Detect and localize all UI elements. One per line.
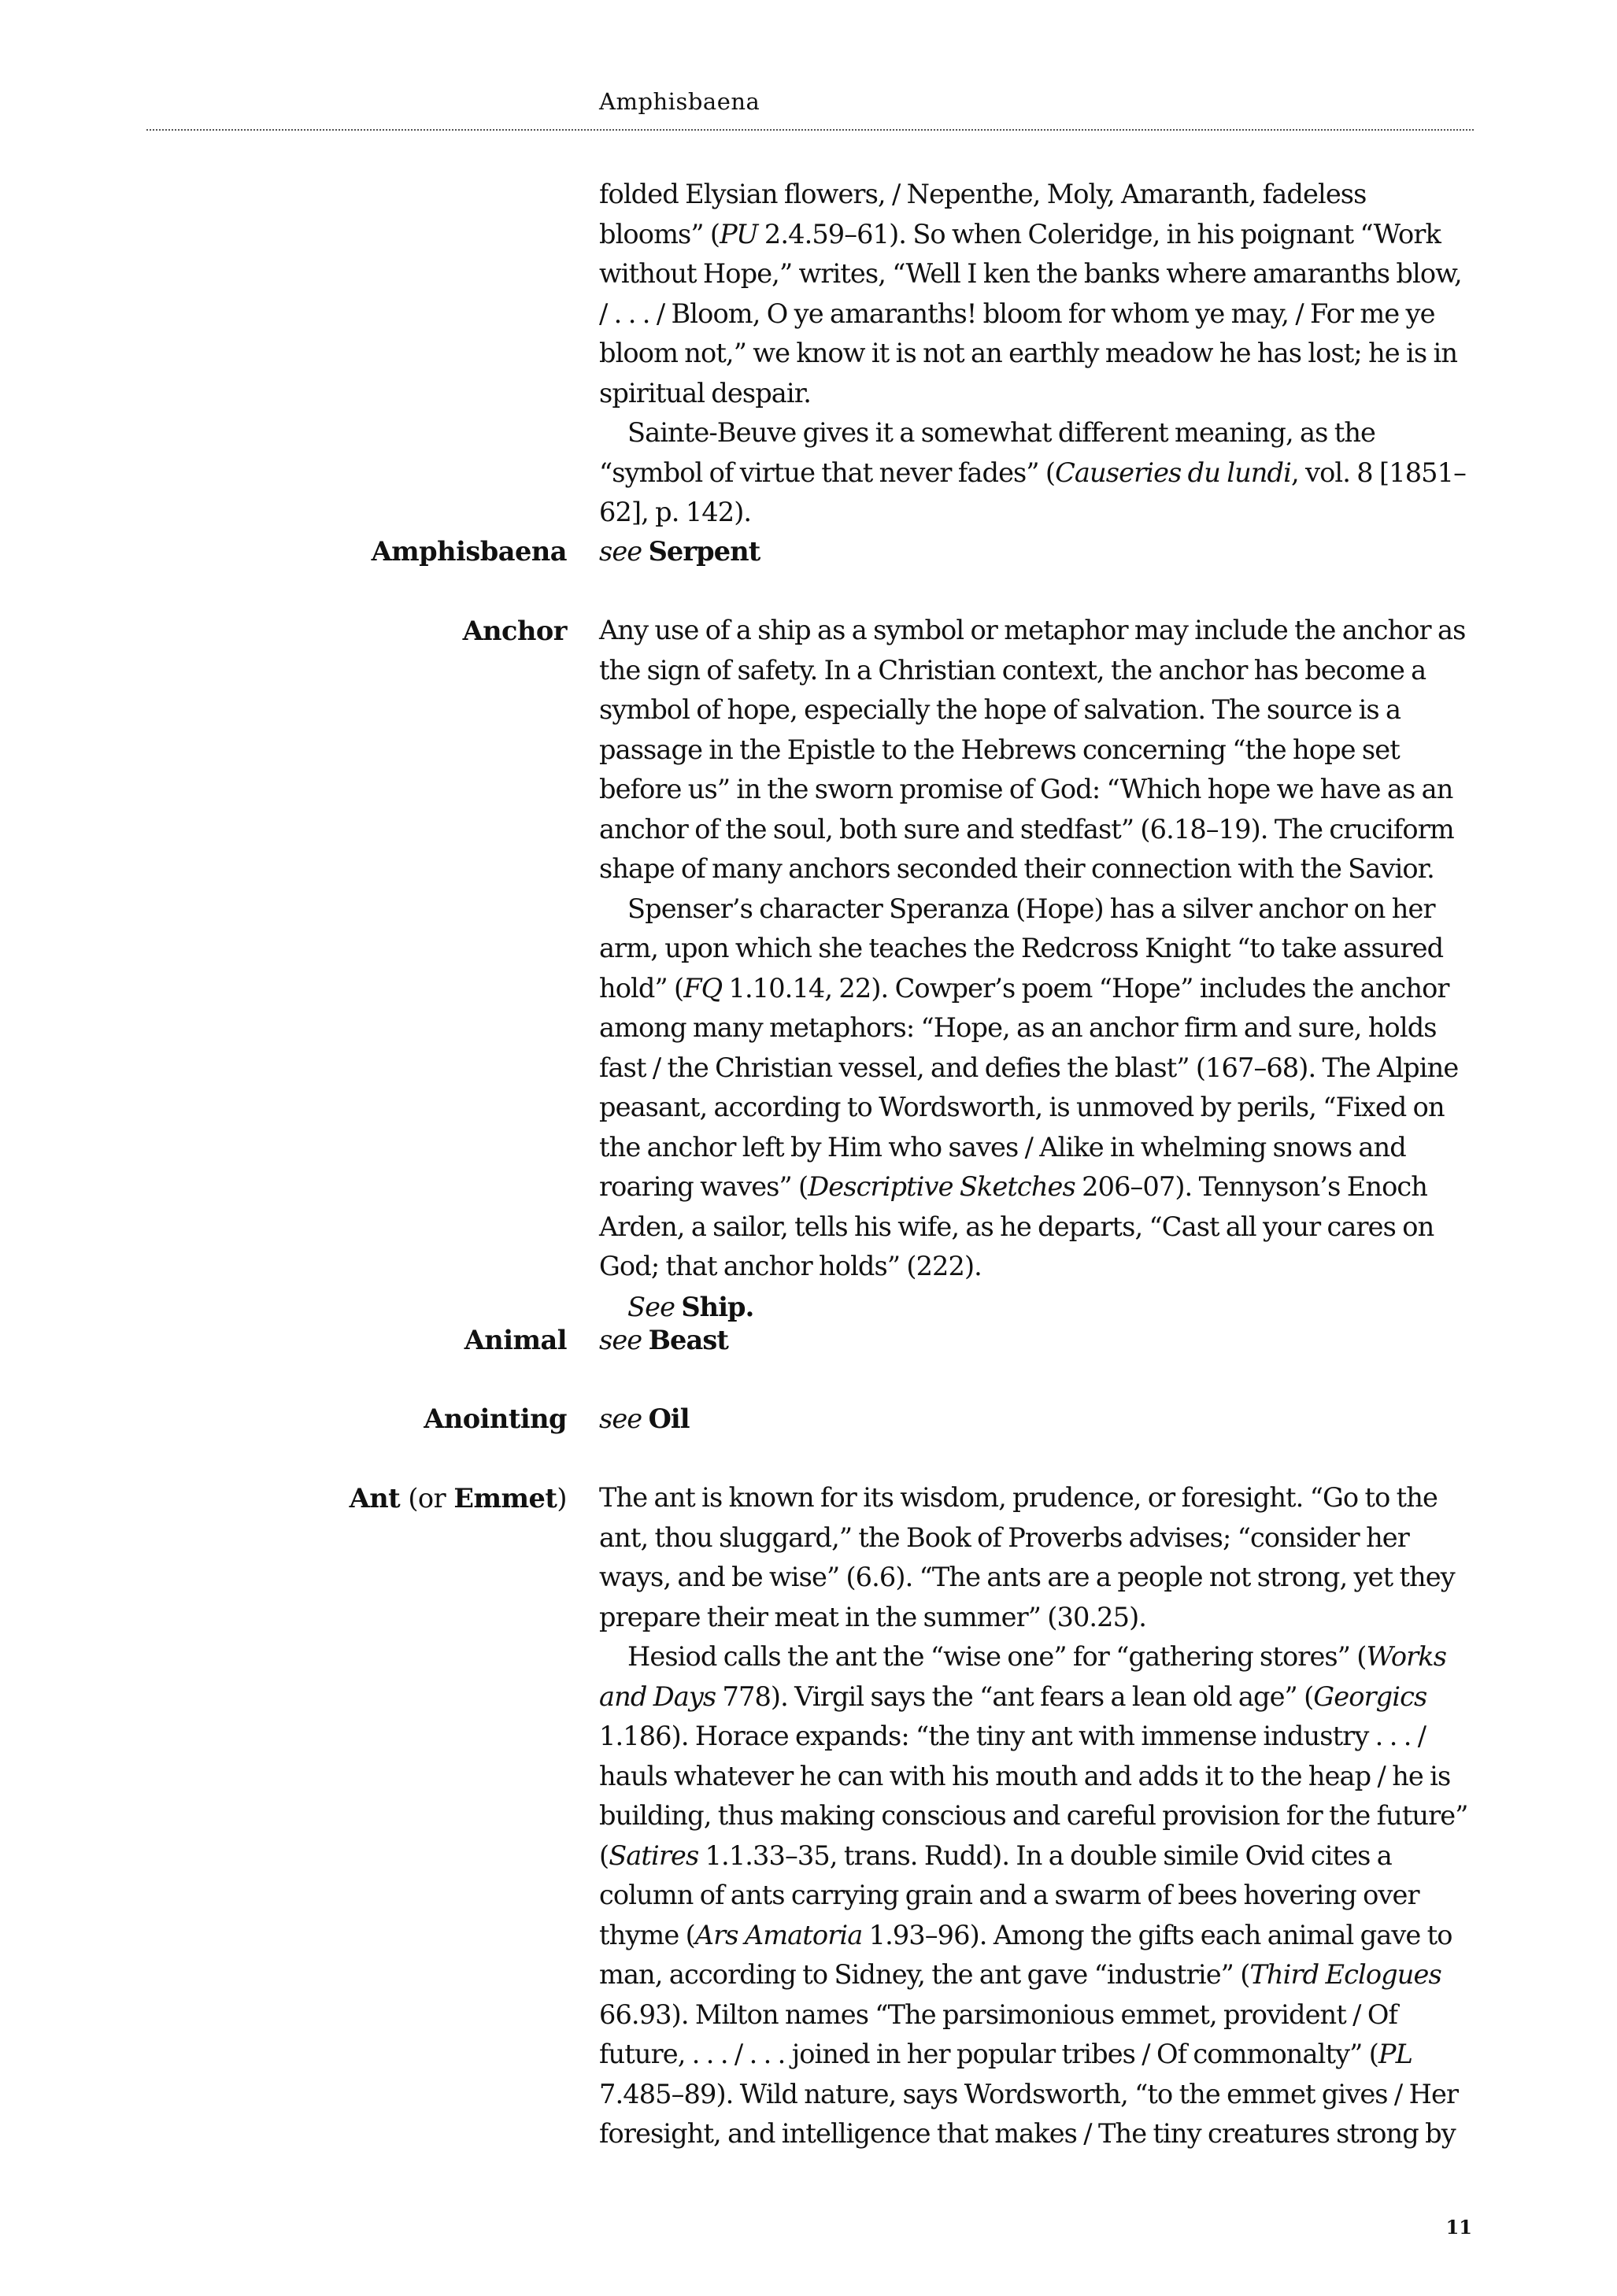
entry-body-anointing bbox=[599, 1399, 1471, 1440]
entry-paragraph: The ant is known for its wisdom, prudence, or foresight. “Go to the ant, thou sluggard,” the Book of Proverbs advises; “consider her ways, and be wise” (6.6). “The ants are a people not strong, yet they prepare their meat in the summer” (30.25). bbox=[599, 1482, 1455, 1632]
entry-body-ant bbox=[599, 1478, 1471, 2154]
entry-body-animal bbox=[599, 1320, 1471, 1361]
cross-reference-link[interactable]: Oil bbox=[648, 1403, 690, 1434]
continuation-paragraph: folded Elysian flowers, / Nepenthe, Moly, Amaranth, fadeless blooms” (PU 2.4.59–61). So when Coleridge, in his poignant “Work without Hope,” writes, “Well I ken the banks where amaranths blow, / . . . / Bloom, O ye amaranths! bloom for whom ye may, / For me ye bloom not,” we know it is not an earthly meadow he has lost; he is in spiritual despair. bbox=[599, 179, 1462, 409]
entry-headword-anointing: Anointing bbox=[424, 1403, 567, 1434]
entry-paragraph: Any use of a ship as a symbol or metaphor may include the anchor as the sign of safety. In a Christian context, the anchor has become a symbol of hope, especially the hope of salvation. The source is a passage in the Epistle to the Hebrews concerning “the hope set before us” in the sworn promise of God: “Which hope we have as an anchor of the soul, both sure and stedfast” (6.18–19). The cruciform shape of many anchors seconded their connection with the Savior. bbox=[599, 615, 1466, 884]
entry-headword-ant: Ant (or Emmet) bbox=[349, 1482, 567, 1514]
continuation-paragraph: Sainte-Beuve gives it a somewhat different meaning, as the “symbol of virtue that never fades” (Causeries du lundi, vol. 8 [1851–62], p. 142). bbox=[599, 417, 1466, 527]
cross-reference-link[interactable]: Ship. bbox=[681, 1290, 754, 1322]
entry-headword-amphisbaena: Amphisbaena bbox=[371, 535, 567, 567]
entry-paragraph: Spenser’s character Speranza (Hope) has a silver anchor on her arm, upon which she teaches the Redcross Knight “to take assured hold” (FQ 1.10.14, 22). Cowper’s poem “Hope” includes the anchor among many metaphors: “Hope, as an anchor firm and sure, holds fast / the Christian vessel, and defies the blast” (167–68). The Alpine peasant, according to Wordsworth, is unmoved by perils, “Fixed on the anchor left by Him who saves / Alike in whelming snows and roaring waves” (Descriptive Sketches 206–07). Tennyson’s Enoch Arden, a sailor, tells his wife, as he departs, “Cast all your cares on God; that anchor holds” (222). bbox=[599, 893, 1459, 1281]
entry-headword-animal: Animal bbox=[464, 1324, 567, 1355]
cross-reference-link[interactable]: Beast bbox=[648, 1324, 728, 1355]
see-label: see bbox=[599, 1403, 642, 1434]
entry-paragraph: Hesiod calls the ant the “wise one” for “gathering stores” (Works and Days 778). Virgil says the “ant fears a lean old age” (Georgics 1.186). Horace expands: “the tiny ant with immense industry . . . / hauls whatever he can with his mouth and adds it to the heap / he is building, thus making conscious and careful provision for the future” (Satires 1.1.33–35, trans. Rudd). In a double simile Ovid cites a column of ants carrying grain and a swarm of bees hovering over thyme (Ars Amatoria 1.93–96). Among the gifts each animal gave to man, according to Sidney, the ant gave “industrie” (Third Eclogues 66.93). Milton names “The parsimonious emmet, provident / Of future, . . . / . . . joined in her popular tribes / Of commonalty” (PL 7.485–89). Wild nature, says Wordsworth, “to the emmet gives / Her foresight, and intelligence that makes / The tiny creatures strong by bbox=[599, 1641, 1468, 2149]
entry-headword-anchor: Anchor bbox=[462, 615, 567, 646]
entry-body-amphisbaena bbox=[599, 531, 1471, 572]
running-head: Amphisbaena bbox=[599, 88, 760, 115]
cross-reference-link[interactable]: Serpent bbox=[648, 535, 760, 567]
see-label: see bbox=[599, 536, 642, 567]
continuation-text bbox=[599, 175, 1471, 533]
header-divider bbox=[146, 129, 1474, 131]
see-also: See Ship. bbox=[627, 1290, 754, 1322]
page-number: 11 bbox=[1445, 2216, 1472, 2239]
see-label: see bbox=[599, 1325, 642, 1355]
entry-body-anchor bbox=[599, 611, 1471, 1327]
